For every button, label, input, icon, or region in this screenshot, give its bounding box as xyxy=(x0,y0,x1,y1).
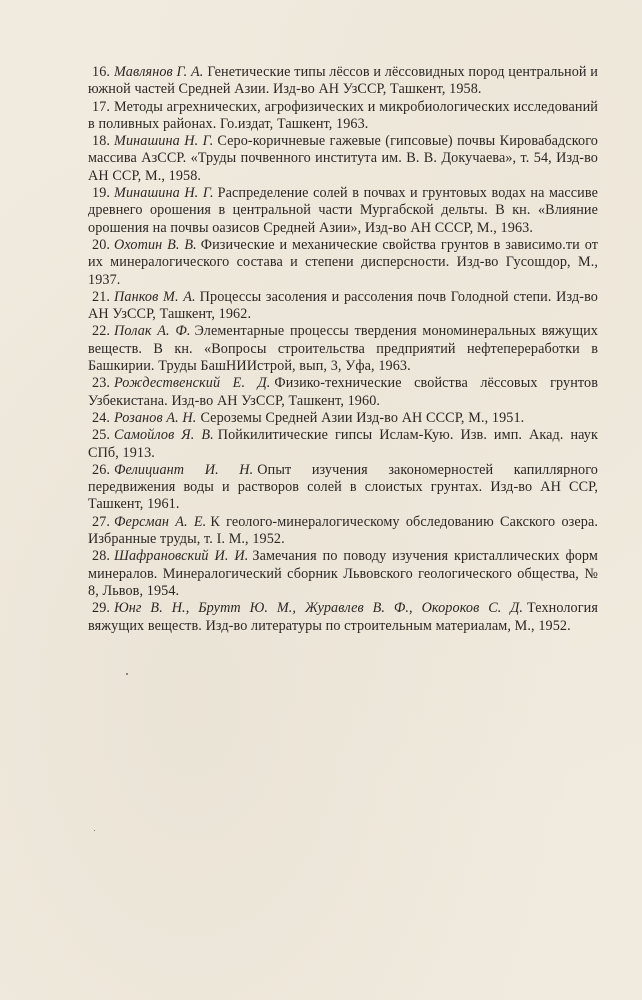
entry-author: Панков М. А. xyxy=(114,288,196,305)
entry-number: 20. xyxy=(92,236,111,253)
entry-author: Минашина Н. Г. xyxy=(114,133,214,150)
bibliography-entry-18 xyxy=(88,133,598,185)
entry-author: Рождественский Е. Д. xyxy=(114,375,271,392)
bibliography-entry-20 xyxy=(88,237,598,289)
entry-number: 22. xyxy=(92,323,111,340)
entry-text: К геолого-минералогическому обследованию Сакского озера. Избранные труды, т. I. М., 1952. xyxy=(88,513,598,548)
entry-number: 29. xyxy=(92,600,111,617)
entry-number: 18. xyxy=(92,133,111,150)
entry-text: Процессы засоления и рассоления почв Голодной степи. Изд-во АН УзССР, Ташкент, 1962. xyxy=(88,288,598,323)
entry-number: 16. xyxy=(92,64,111,80)
entry-number: 19. xyxy=(92,185,111,202)
entry-author: Ферсман А. Е. xyxy=(114,513,207,530)
bibliography-entry-22 xyxy=(88,323,598,375)
entry-author: Шафрановский И. И. xyxy=(114,548,249,565)
bibliography-entry-27 xyxy=(88,514,598,549)
entry-number: 28. xyxy=(92,548,111,565)
entry-text: Физико-технические свойства лёссовых грунтов Узбекистана. Изд-во АН УзССР, Ташкент, 1960. xyxy=(88,375,598,409)
bibliography-entry-25 xyxy=(88,427,598,462)
entry-number: 23. xyxy=(92,375,111,392)
entry-author: Охотин В. В. xyxy=(114,236,197,253)
entry-author: Полак А. Ф. xyxy=(114,323,191,340)
entry-text: Методы агрехнических, агрофизических и микробиологических исследований в поливных районах. Го.издат, Ташкент, 1963. xyxy=(88,98,598,132)
entry-text: Генетические типы лёссов и лёссовидных пород центральной и южной частей Средней Азии. Изд-во АН УзССР, Ташкент, 1958. xyxy=(88,64,599,98)
entry-number: 27. xyxy=(92,513,111,530)
entry-author: Фелициант И. Н. xyxy=(114,461,254,478)
bibliography-entry-23 xyxy=(88,375,598,410)
entry-author: Самойлов Я. В. xyxy=(114,427,214,444)
entry-author: Юнг В. Н., Брутт Ю. М., Журавлев В. Ф., Окороков С. Д. xyxy=(114,600,524,617)
bibliography-entry-19 xyxy=(88,185,598,237)
bibliography-entry-16 xyxy=(88,64,598,99)
entry-text: Физические и механические свойства грунтов в зависимо.ти от их минералогического состава и степени дисперсности. Изд-во Гусошдор, М., 1937. xyxy=(88,236,598,288)
entry-author: Мавлянов Г. А. xyxy=(114,64,204,80)
entry-text: Пойкилитические гипсы Ислам-Кую. Изв. имп. Акад. наук СПб, 1913. xyxy=(88,427,598,461)
bibliography-entry-21 xyxy=(88,289,598,324)
entry-text: Серо-коричневые гажевые (гипсовые) почвы Кировабадского массива АзССР. «Труды почвенного института им. В. В. Докучаева», т. 54, Изд-во АН ССР, М., 1958. xyxy=(88,133,598,184)
paper-speck xyxy=(126,673,128,675)
bibliography-entry-24 xyxy=(88,410,598,427)
entry-text: Технология вяжущих веществ. Изд-во литературы по строительным материалам, М., 1952. xyxy=(88,600,598,634)
bibliography-entry-28 xyxy=(88,548,598,600)
entry-number: 17. xyxy=(92,98,111,115)
entry-text: Сероземы Средней Азии Изд-во АН СССР, М., 1951. xyxy=(200,409,525,426)
entry-number: 24. xyxy=(92,409,111,426)
entry-number: 26. xyxy=(92,461,111,478)
entry-text: Элементарные процессы твердения мономинеральных вяжущих веществ. В кн. «Вопросы строительства предприятий нефтепереработки в Башкирии. Труды БашНИИстрой, вып, 3, Уфа, 1963. xyxy=(88,323,598,375)
bibliography-entry-26 xyxy=(88,462,598,514)
entry-number: 21. xyxy=(92,288,111,305)
entry-number: 25. xyxy=(92,427,111,444)
entry-text: Распределение солей в почвах и грунтовых водах на массиве древнего орошения в центральной части Мургабской дельты. В кн. «Влияние орошения на почвы оазисов Средней Азии», Изд-во АН СССР, М., 1963. xyxy=(88,185,598,236)
entry-text: Опыт изучения закономерностей капиллярного передвижения воды и растворов солей в слоистых грунтах. Изд-во АН ССР, Ташкент, 1961. xyxy=(88,461,598,513)
entry-author: Минашина Н. Г. xyxy=(114,185,214,202)
entry-author: Розанов А. Н. xyxy=(114,409,197,426)
bibliography-entry-17 xyxy=(88,99,598,134)
bibliography-list xyxy=(88,64,598,635)
entry-text: Замечания по поводу изучения кристаллических форм минералов. Минералогический сборник Львовского геологического общества, № 8, Львов, 1954. xyxy=(88,548,598,599)
paper-speck xyxy=(94,830,95,831)
bibliography-entry-29 xyxy=(88,600,598,635)
